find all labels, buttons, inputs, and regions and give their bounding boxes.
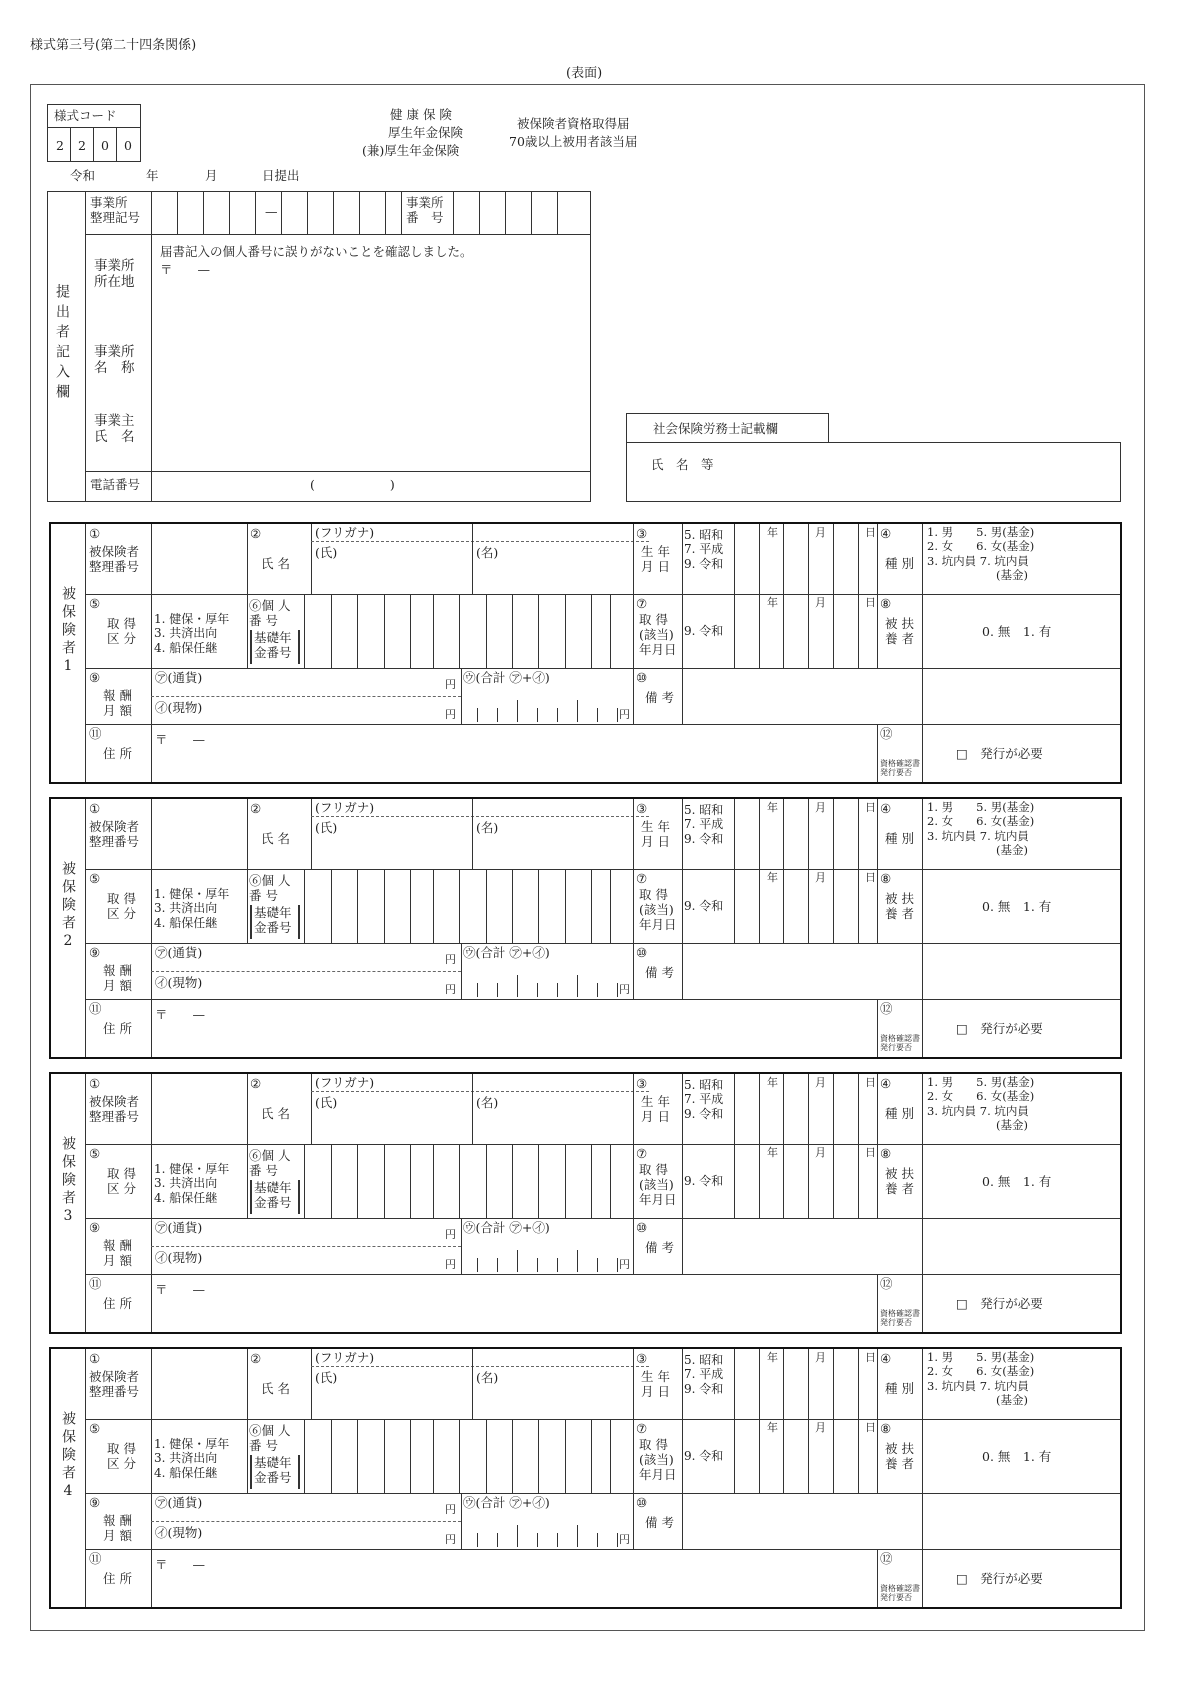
month-label: 月 [815, 1421, 826, 1434]
field-no: ⑦ [636, 871, 648, 886]
field-no: ① [89, 1076, 101, 1091]
field-no: ④ [880, 526, 892, 541]
field-no: ④ [880, 1076, 892, 1091]
remarks-label: 備 考 [645, 690, 674, 705]
submitter-side-label: 提出者記入欄 [54, 284, 70, 404]
dependent-options[interactable]: 0. 無 1. 有 [982, 899, 1052, 914]
salary-inkind-label: ㋑(現物) [155, 975, 203, 990]
birth-era-options[interactable]: 5. 昭和 7. 平成 9. 令和 [684, 1353, 724, 1396]
month-label: 月 [815, 1351, 826, 1364]
field-no: ⑧ [880, 596, 892, 611]
form-code-box [47, 104, 141, 162]
birthdate-label: 生 年 月 日 [641, 1369, 670, 1399]
field-no: ① [89, 801, 101, 816]
furigana-label: (フリガナ) [315, 800, 375, 815]
title-pension: 厚生年金保険 [388, 125, 464, 140]
side-label: (表面) [566, 66, 603, 81]
given-name-label[interactable]: (名) [476, 820, 499, 835]
name-label: 氏 名 [261, 556, 290, 571]
name-label: 氏 名 [261, 1106, 290, 1121]
salary-label: 報 酬 月 額 [103, 1513, 132, 1543]
yen-label: 円 [445, 983, 456, 996]
field-no: ⑨ [89, 670, 101, 685]
field-no: ⑨ [89, 945, 101, 960]
form-number: 様式第三号(第二十四条関係) [30, 38, 197, 53]
basic-pension-number-label-box [250, 1180, 300, 1214]
field-no: ⑫ [880, 1551, 893, 1566]
field-no: ① [89, 1351, 101, 1366]
dependent-options[interactable]: 0. 無 1. 有 [982, 1174, 1052, 1189]
date-era: 令和 [70, 168, 96, 183]
type-options[interactable]: 1. 男 5. 男(基金) 2. 女 6. 女(基金) 3. 坑内員 7. 坑内員 (基金) [927, 800, 1035, 858]
postal-mark[interactable]: 〒 — [155, 732, 206, 747]
year-label: 年 [767, 871, 778, 884]
day-label: 日 [865, 1146, 876, 1159]
salary-label: 報 酬 月 額 [103, 688, 132, 718]
field-no: ① [89, 526, 101, 541]
birth-era-options[interactable]: 5. 昭和 7. 平成 9. 令和 [684, 528, 724, 571]
year-label: 年 [767, 1421, 778, 1434]
yen-label: 円 [619, 708, 630, 721]
personal-number-label: ⑥個 人 番 号 [249, 1148, 291, 1178]
certificate-issuance-label: 資格確認書 発行要否 [880, 1584, 920, 1602]
field-no: ⑨ [89, 1495, 101, 1510]
field-no: ⑨ [89, 1220, 101, 1235]
phone-paren[interactable]: ( ) [310, 477, 395, 492]
field-no: ② [250, 526, 262, 541]
insured-block [49, 522, 1122, 784]
acquisition-era: 9. 令和 [684, 899, 724, 913]
birthdate-label: 生 年 月 日 [641, 819, 670, 849]
insured-block [49, 797, 1122, 1059]
acquisition-era: 9. 令和 [684, 1174, 724, 1188]
birthdate-label: 生 年 月 日 [641, 544, 670, 574]
field-no: ② [250, 801, 262, 816]
digit-tick [477, 983, 478, 997]
surname-label[interactable]: (氏) [315, 1095, 338, 1110]
field-no: ② [250, 1076, 262, 1091]
form-code-label: 様式コード [54, 108, 117, 123]
digit-tick [497, 983, 498, 997]
digit-tick [577, 975, 578, 997]
dependent-label: 被 扶 養 者 [885, 616, 914, 646]
acquisition-type-label: 取 得 区 分 [107, 1166, 136, 1196]
salary-total-label: ㋒(合計 ㋐+㋑) [463, 1220, 550, 1235]
field-no: ⑫ [880, 1001, 893, 1016]
digit-tick [537, 983, 538, 997]
acquisition-date-label: 取 得 (該当) 年月日 [639, 1162, 677, 1207]
phone-label: 電話番号 [90, 477, 141, 492]
digit-tick [497, 1258, 498, 1272]
digit-tick [517, 1525, 518, 1547]
acquisition-date-label: 取 得 (該当) 年月日 [639, 887, 677, 932]
digit-tick [497, 1533, 498, 1547]
surname-label[interactable]: (氏) [315, 820, 338, 835]
yen-label: 円 [445, 1258, 456, 1271]
digit-tick [517, 1250, 518, 1272]
office-reg-label: 事業所 整理記号 [90, 195, 141, 225]
field-no: ④ [880, 1351, 892, 1366]
month-label: 月 [815, 526, 826, 539]
yen-label: 円 [619, 1533, 630, 1546]
basic-pension-number-label: 基礎年 金番号 [254, 1180, 292, 1210]
yen-label: 円 [445, 1533, 456, 1546]
digit-tick [497, 708, 498, 722]
acquisition-era: 9. 令和 [684, 1449, 724, 1463]
month-label: 月 [815, 1146, 826, 1159]
yen-label: 円 [619, 983, 630, 996]
insured-block [49, 1072, 1122, 1334]
digit-tick [517, 700, 518, 722]
birth-era-options[interactable]: 5. 昭和 7. 平成 9. 令和 [684, 803, 724, 846]
dependent-options[interactable]: 0. 無 1. 有 [982, 1449, 1052, 1464]
yen-label: 円 [445, 708, 456, 721]
title-over70: 70歳以上被用者該当届 [509, 134, 638, 149]
field-no: ⑩ [636, 1220, 648, 1235]
basic-pension-number-label: 基礎年 金番号 [254, 1455, 292, 1485]
digit-tick [477, 1533, 478, 1547]
form-code-digit: 0 [124, 138, 132, 153]
sharoushi-box[interactable] [626, 442, 1121, 502]
salary-label: 報 酬 月 額 [103, 963, 132, 993]
dependent-label: 被 扶 養 者 [885, 1166, 914, 1196]
certificate-issuance-label: 資格確認書 発行要否 [880, 1309, 920, 1327]
digit-tick [557, 1258, 558, 1272]
remarks-label: 備 考 [645, 1240, 674, 1255]
field-no: ③ [636, 1076, 648, 1091]
digit-tick [597, 1533, 598, 1547]
acquisition-date-label: 取 得 (該当) 年月日 [639, 612, 677, 657]
field-no: ⑪ [89, 726, 102, 741]
digit-tick [537, 708, 538, 722]
office-no-label: 事業所 番 号 [406, 195, 444, 225]
dependent-options[interactable]: 0. 無 1. 有 [982, 624, 1052, 639]
basic-pension-number-label-box [250, 905, 300, 939]
month-label: 月 [815, 596, 826, 609]
digit-tick [557, 708, 558, 722]
title-health: 健 康 保 険 [390, 107, 452, 122]
digit-tick [577, 1250, 578, 1272]
year-label: 年 [767, 1146, 778, 1159]
sharoushi-tab [626, 413, 829, 443]
title-acquisition: 被保険者資格取得届 [517, 116, 630, 131]
certificate-issuance-checkbox[interactable]: □ 発行が必要 [956, 1021, 1043, 1036]
form-code-digit: 0 [101, 138, 109, 153]
year-label: 年 [767, 526, 778, 539]
given-name-label[interactable]: (名) [476, 1370, 499, 1385]
field-no: ⑦ [636, 596, 648, 611]
certificate-issuance-checkbox[interactable]: □ 発行が必要 [956, 746, 1043, 761]
personal-number-label: ⑥個 人 番 号 [249, 873, 291, 903]
personal-number-label: ⑥個 人 番 号 [249, 1423, 291, 1453]
digit-tick [577, 1525, 578, 1547]
field-no: ② [250, 1351, 262, 1366]
dependent-label: 被 扶 養 者 [885, 1441, 914, 1471]
personal-number-label: ⑥個 人 番 号 [249, 598, 291, 628]
basic-pension-number-label: 基礎年 金番号 [254, 905, 292, 935]
salary-label: 報 酬 月 額 [103, 1238, 132, 1268]
insured-block [49, 1347, 1122, 1609]
field-no: ⑪ [89, 1001, 102, 1016]
insured-number-label: 被保険者 整理番号 [89, 1094, 140, 1124]
acquisition-type-options[interactable]: 1. 健保・厚年 3. 共済出向 4. 船保任継 [154, 1437, 230, 1480]
submitter-section [47, 191, 591, 502]
year-label: 年 [767, 1076, 778, 1089]
day-label: 日 [865, 1421, 876, 1434]
salary-total-label: ㋒(合計 ㋐+㋑) [463, 670, 550, 685]
postal-mark[interactable]: 〒 — [155, 1282, 206, 1297]
birth-era-options[interactable]: 5. 昭和 7. 平成 9. 令和 [684, 1078, 724, 1121]
day-label: 日 [865, 526, 876, 539]
acquisition-type-label: 取 得 区 分 [107, 1441, 136, 1471]
yen-label: 円 [619, 1258, 630, 1271]
confirm-text: 届書記入の個人番号に誤りがないことを確認しました。 [160, 244, 473, 259]
insured-side-label: 被保険者2 [60, 861, 76, 953]
field-no: ⑫ [880, 1276, 893, 1291]
field-no: ⑩ [636, 945, 648, 960]
digit-tick [617, 708, 618, 722]
day-label: 日 [865, 871, 876, 884]
acquisition-era: 9. 令和 [684, 624, 724, 638]
salary-total-label: ㋒(合計 ㋐+㋑) [463, 1495, 550, 1510]
type-label: 種 別 [885, 556, 914, 571]
insured-number-label: 被保険者 整理番号 [89, 1369, 140, 1399]
field-no: ④ [880, 801, 892, 816]
yen-label: 円 [445, 953, 456, 966]
basic-pension-number-label: 基礎年 金番号 [254, 630, 292, 660]
month-label: 月 [815, 871, 826, 884]
field-no: ⑤ [89, 1146, 101, 1161]
remarks-label: 備 考 [645, 965, 674, 980]
field-no: ⑫ [880, 726, 893, 741]
salary-inkind-label: ㋑(現物) [155, 1250, 203, 1265]
certificate-issuance-label: 資格確認書 発行要否 [880, 1034, 920, 1052]
office-reg-dash: — [265, 204, 278, 219]
field-no: ⑤ [89, 871, 101, 886]
type-options[interactable]: 1. 男 5. 男(基金) 2. 女 6. 女(基金) 3. 坑内員 7. 坑内員 (基金) [927, 1350, 1035, 1408]
acquisition-type-label: 取 得 区 分 [107, 891, 136, 921]
address-label: 住 所 [103, 1571, 132, 1586]
year-label: 年 [767, 596, 778, 609]
insured-side-label: 被保険者4 [60, 1411, 76, 1503]
salary-total-label: ㋒(合計 ㋐+㋑) [463, 945, 550, 960]
remarks-label: 備 考 [645, 1515, 674, 1530]
digit-tick [597, 1258, 598, 1272]
field-no: ⑩ [636, 1495, 648, 1510]
acquisition-type-label: 取 得 区 分 [107, 616, 136, 646]
surname-label[interactable]: (氏) [315, 545, 338, 560]
date-month[interactable]: 月 [205, 168, 218, 183]
year-label: 年 [767, 801, 778, 814]
digit-tick [477, 708, 478, 722]
insured-side-label: 被保険者3 [60, 1136, 76, 1228]
surname-label[interactable]: (氏) [315, 1370, 338, 1385]
owner-name-label: 事業主 氏 名 [94, 413, 135, 446]
digit-tick [617, 983, 618, 997]
acquisition-type-options[interactable]: 1. 健保・厚年 3. 共済出向 4. 船保任継 [154, 1162, 230, 1205]
title-pension-combined: (兼)厚生年金保険 [362, 143, 460, 158]
acquisition-type-options[interactable]: 1. 健保・厚年 3. 共済出向 4. 船保任継 [154, 887, 230, 930]
insured-number-label: 被保険者 整理番号 [89, 819, 140, 849]
salary-currency-label: ㋐(通貨) [155, 670, 203, 685]
postal-mark[interactable]: 〒 — [155, 1007, 206, 1022]
field-no: ⑤ [89, 1421, 101, 1436]
field-no: ⑤ [89, 596, 101, 611]
basic-pension-number-label-box [250, 630, 300, 664]
name-label: 氏 名 [261, 831, 290, 846]
postal-mark[interactable]: 〒 — [155, 1557, 206, 1572]
type-label: 種 別 [885, 1381, 914, 1396]
birthdate-label: 生 年 月 日 [641, 1094, 670, 1124]
office-address-label: 事業所 所在地 [94, 258, 135, 291]
day-label: 日 [865, 801, 876, 814]
digit-tick [477, 1258, 478, 1272]
given-name-label[interactable]: (名) [476, 545, 499, 560]
acquisition-type-options[interactable]: 1. 健保・厚年 3. 共済出向 4. 船保任継 [154, 612, 230, 655]
furigana-label: (フリガナ) [315, 1075, 375, 1090]
furigana-label: (フリガナ) [315, 1350, 375, 1365]
form-code-digit: 2 [78, 138, 86, 153]
type-label: 種 別 [885, 831, 914, 846]
field-no: ⑦ [636, 1146, 648, 1161]
digit-tick [537, 1258, 538, 1272]
certificate-issuance-label: 資格確認書 発行要否 [880, 759, 920, 777]
address-label: 住 所 [103, 1021, 132, 1036]
month-label: 月 [815, 1076, 826, 1089]
date-day[interactable]: 日提出 [262, 168, 300, 183]
insured-side-label: 被保険者1 [60, 586, 76, 678]
name-label: 氏 名 [261, 1381, 290, 1396]
date-year[interactable]: 年 [146, 168, 159, 183]
type-options[interactable]: 1. 男 5. 男(基金) 2. 女 6. 女(基金) 3. 坑内員 7. 坑内員 (基金) [927, 1075, 1035, 1133]
field-no: ⑪ [89, 1276, 102, 1291]
type-label: 種 別 [885, 1106, 914, 1121]
field-no: ③ [636, 1351, 648, 1366]
digit-tick [517, 975, 518, 997]
sharoushi-name-label: 氏 名 等 [651, 457, 714, 472]
yen-label: 円 [445, 678, 456, 691]
digit-tick [617, 1533, 618, 1547]
year-label: 年 [767, 1351, 778, 1364]
digit-tick [557, 983, 558, 997]
acquisition-date-label: 取 得 (該当) 年月日 [639, 1437, 677, 1482]
digit-tick [537, 1533, 538, 1547]
address-label: 住 所 [103, 1296, 132, 1311]
salary-currency-label: ㋐(通貨) [155, 1495, 203, 1510]
field-no: ⑦ [636, 1421, 648, 1436]
digit-tick [577, 700, 578, 722]
digit-tick [617, 1258, 618, 1272]
day-label: 日 [865, 596, 876, 609]
digit-tick [597, 983, 598, 997]
certificate-issuance-checkbox[interactable]: □ 発行が必要 [956, 1296, 1043, 1311]
field-no: ③ [636, 526, 648, 541]
day-label: 日 [865, 1351, 876, 1364]
field-no: ⑪ [89, 1551, 102, 1566]
field-no: ⑧ [880, 1421, 892, 1436]
address-label: 住 所 [103, 746, 132, 761]
furigana-label: (フリガナ) [315, 525, 375, 540]
sharoushi-tab-label: 社会保険労務士記載欄 [653, 421, 779, 436]
certificate-issuance-checkbox[interactable]: □ 発行が必要 [956, 1571, 1043, 1586]
office-postal[interactable]: 〒 — [160, 262, 211, 277]
form-code-digit: 2 [56, 138, 64, 153]
salary-inkind-label: ㋑(現物) [155, 700, 203, 715]
salary-currency-label: ㋐(通貨) [155, 1220, 203, 1235]
digit-tick [557, 1533, 558, 1547]
field-no: ⑧ [880, 1146, 892, 1161]
office-name-label: 事業所 名 称 [94, 344, 135, 377]
salary-currency-label: ㋐(通貨) [155, 945, 203, 960]
type-options[interactable]: 1. 男 5. 男(基金) 2. 女 6. 女(基金) 3. 坑内員 7. 坑内員 (基金) [927, 525, 1035, 583]
given-name-label[interactable]: (名) [476, 1095, 499, 1110]
field-no: ③ [636, 801, 648, 816]
day-label: 日 [865, 1076, 876, 1089]
yen-label: 円 [445, 1228, 456, 1241]
field-no: ⑧ [880, 871, 892, 886]
field-no: ⑩ [636, 670, 648, 685]
yen-label: 円 [445, 1503, 456, 1516]
month-label: 月 [815, 801, 826, 814]
salary-inkind-label: ㋑(現物) [155, 1525, 203, 1540]
digit-tick [597, 708, 598, 722]
dependent-label: 被 扶 養 者 [885, 891, 914, 921]
basic-pension-number-label-box [250, 1455, 300, 1489]
insured-number-label: 被保険者 整理番号 [89, 544, 140, 574]
